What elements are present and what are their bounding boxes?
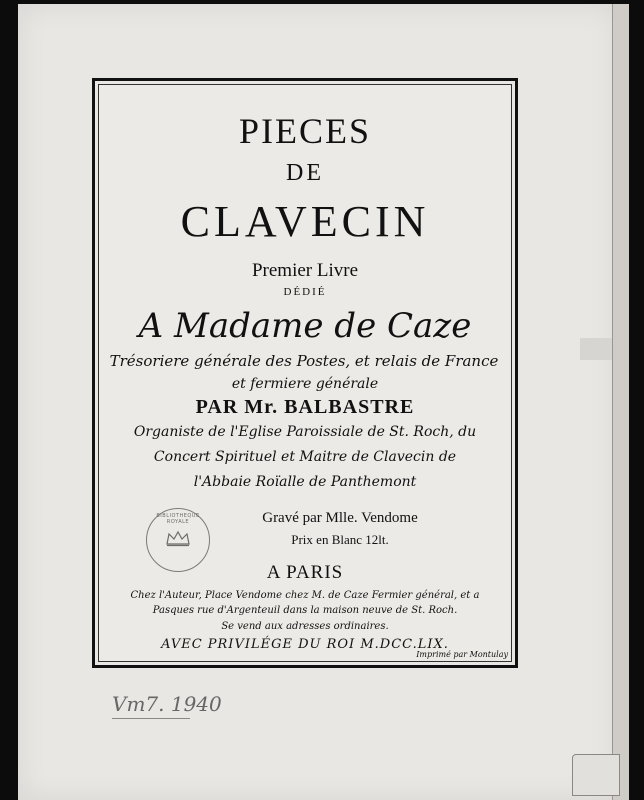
author: PAR Mr. BALBASTRE [195, 396, 415, 418]
price: Prix en Blanc 12lt. [291, 532, 389, 547]
address-line-1: Chez l'Auteur, Place Vendome chez M. de Caze Fermier général, et a [130, 590, 480, 601]
author-role-1: Organiste de l'Eglise Paroissiale de St. Roch, du [133, 424, 477, 440]
crown-icon [165, 529, 191, 547]
call-number-underline [112, 718, 190, 719]
call-number: Vm7. 1940 [112, 692, 222, 716]
printer-credit: Imprimé par Montulay [416, 650, 508, 659]
privilege: AVEC PRIVILÉGE DU ROI M.DCC.LIX. [161, 637, 449, 652]
address-line-3: Se vend aux adresses ordinaires. [221, 621, 389, 632]
stamp-text: BIBLIOTHEQUE ROYALE [156, 513, 200, 525]
dedie-label: DÉDIÉ [283, 286, 327, 298]
dedicatee-title: Trésoriere générale des Postes, et relais de France [109, 352, 499, 370]
title-pieces: PIECES [238, 111, 372, 151]
engraver: Gravé par Mlle. Vendome [262, 510, 418, 526]
subtitle: Premier Livre [251, 260, 359, 281]
author-role-2: Concert Spirituel et Maitre de Clavecin de [153, 449, 457, 465]
title-clavecin: CLAVECIN [180, 197, 430, 246]
author-role-3: l'Abbaie Roïalle de Panthemont [193, 474, 417, 490]
title-page-content [98, 84, 512, 662]
page-edge [612, 4, 629, 800]
address-line-2: Pasques rue d'Argenteuil dans la maison neuve de St. Roch. [152, 605, 458, 616]
city: A PARIS [266, 562, 344, 583]
corner-tag [572, 754, 620, 796]
title-de: DE [286, 160, 324, 186]
library-stamp [146, 508, 210, 572]
dedicatee-title-2: et fermiere générale [231, 376, 379, 392]
paper-tab [580, 338, 612, 360]
dedicatee: A Madame de Caze [138, 306, 472, 346]
